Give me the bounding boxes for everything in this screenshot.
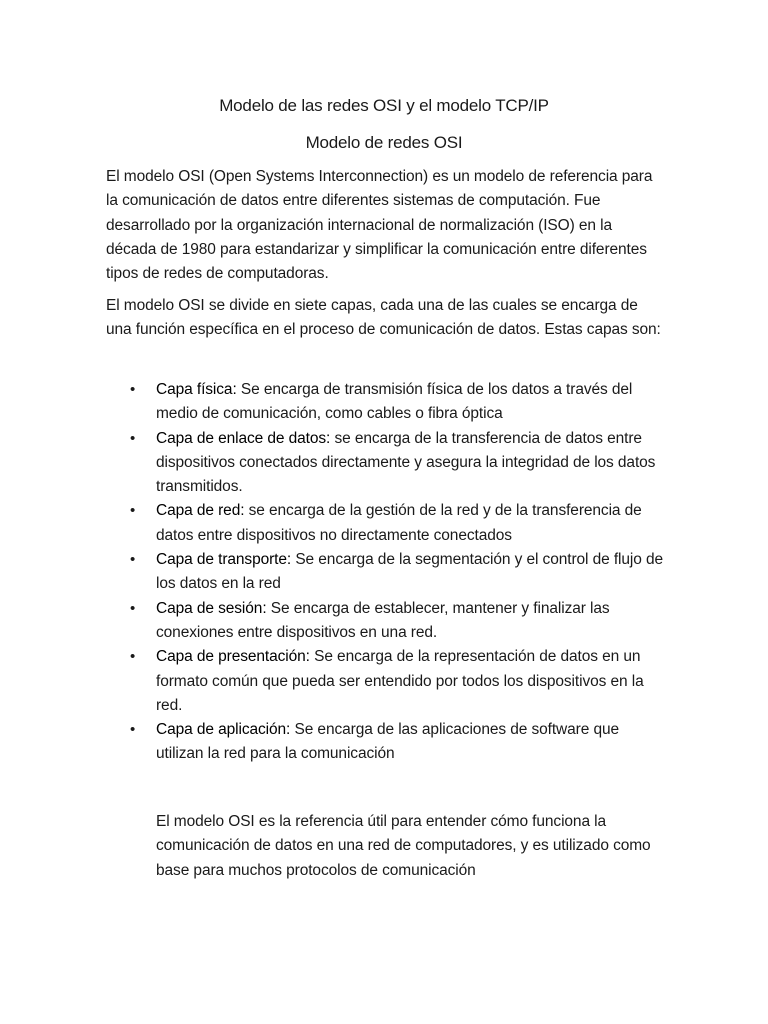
osi-layers-list: [130, 378, 666, 767]
bullet-icon: •: [130, 721, 136, 739]
layer-description: Se encarga de establecer, mantener y finalizar las conexiones entre dispositivos en una red.: [156, 599, 610, 641]
layers-intro-paragraph: El modelo OSI se divide en siete capas, cada una de las cuales se encarga de una función específica en el proceso de comunicación de datos. Estas capas son:: [106, 297, 661, 339]
list-item: [130, 499, 666, 548]
layer-description: Se encarga de las aplicaciones de software que utilizan la red para la comunicación: [156, 721, 620, 763]
layer-description: Se encarga de la segmentación y el control de flujo de los datos en la red: [156, 551, 664, 593]
layer-term: Capa de presentación:: [156, 648, 310, 666]
bullet-icon: •: [130, 648, 136, 666]
layer-term: Capa de transporte:: [156, 551, 292, 569]
layer-description: se encarga de la gestión de la red y de la transferencia de datos entre dispositivos no directamente conectados: [156, 502, 642, 544]
layer-term: Capa de sesión:: [156, 599, 267, 617]
list-item: [130, 378, 666, 427]
layer-term: Capa de red:: [156, 502, 245, 520]
intro-paragraph: El modelo OSI (Open Systems Interconnection) es un modelo de referencia para la comunicación de datos entre diferentes sistemas de computación. Fue desarrollado por la organización internacional de normalización (ISO) en la década de 1980 para estandarizar y simplificar la comunicación entre diferentes tipos de redes de computadoras.: [106, 168, 653, 283]
layer-term: Capa de enlace de datos:: [156, 429, 331, 447]
list-item: [130, 427, 666, 500]
bullet-icon: •: [130, 381, 136, 398]
bullet-icon: •: [130, 599, 136, 617]
document-title: Modelo de las redes OSI y el modelo TCP/IP: [219, 96, 549, 115]
conclusion-paragraph: El modelo OSI es la referencia útil para entender cómo funciona la comunicación de datos en una red de computadores, y es utilizado como base para muchos protocolos de comunicación: [156, 813, 651, 879]
layer-description: Se encarga de transmisión física de los datos a través del medio de comunicación, como cables o fibra óptica: [156, 381, 633, 423]
section-heading: Modelo de redes OSI: [305, 133, 463, 152]
layer-term: Capa física:: [156, 381, 237, 398]
layer-term: Capa de aplicación:: [156, 721, 291, 739]
bullet-icon: •: [130, 429, 136, 447]
list-item: [130, 548, 666, 597]
layer-description: se encarga de la transferencia de datos entre dispositivos conectados directamente y asegura la integridad de los datos transmitidos.: [156, 429, 656, 496]
list-item: [130, 718, 666, 767]
bullet-icon: •: [130, 551, 136, 569]
list-item: [130, 645, 666, 718]
layer-description: Se encarga de la representación de datos en un formato común que pueda ser entendido por todos los dispositivos en la red.: [156, 648, 644, 714]
bullet-icon: •: [130, 502, 136, 520]
list-item: [130, 597, 666, 646]
